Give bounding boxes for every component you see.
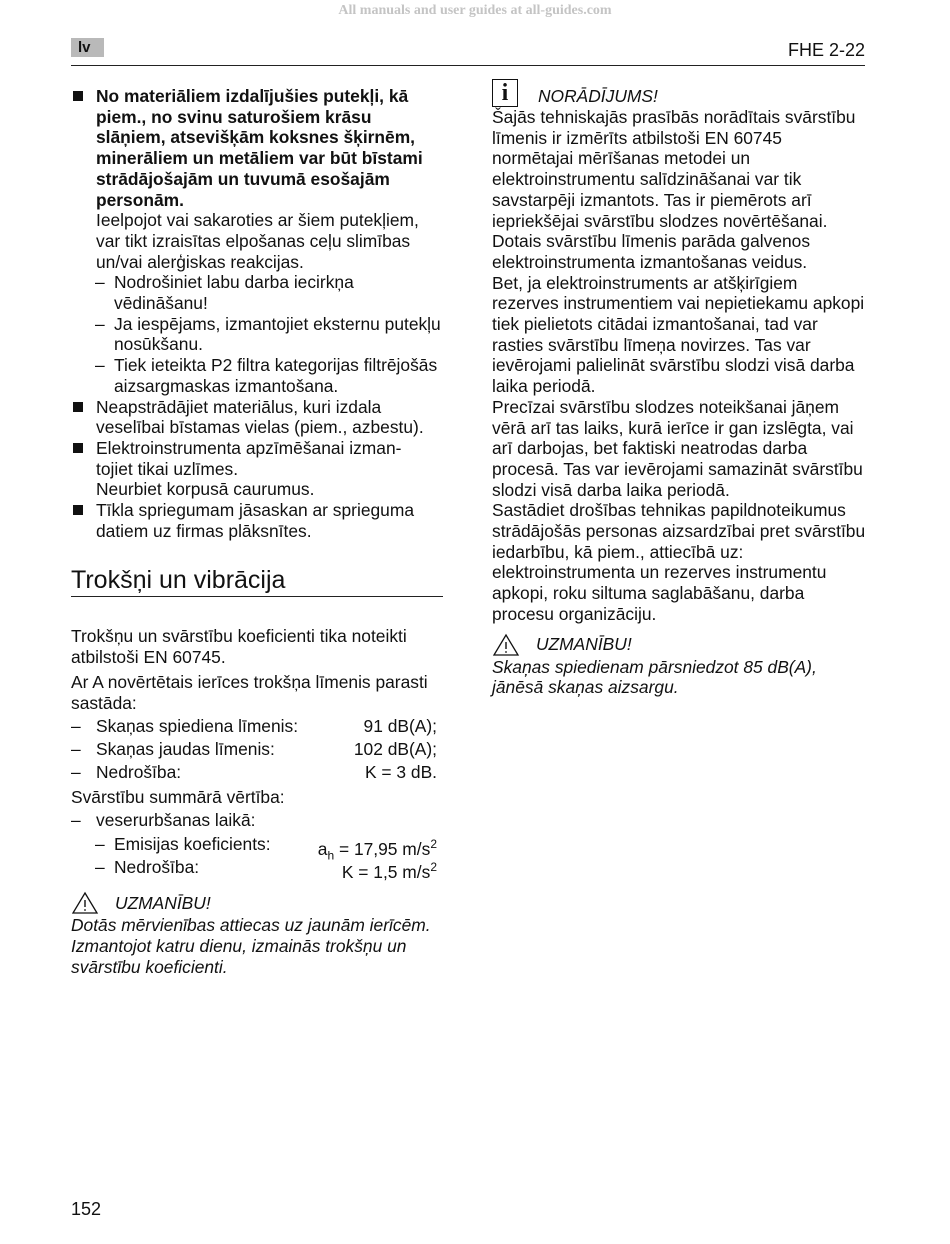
noise-row bbox=[71, 716, 443, 737]
caution-label: UZMANĪBU! bbox=[536, 634, 632, 655]
noise-value: 91 dB(A); bbox=[363, 716, 437, 737]
bullet-item bbox=[71, 438, 443, 500]
bullet-text: tojiet tikai uzlīmes. bbox=[96, 458, 239, 479]
model-title: FHE 2-22 bbox=[787, 40, 865, 60]
vibration-title: Svārstību summārā vērtība: bbox=[71, 787, 285, 808]
noise-row bbox=[71, 762, 443, 783]
dust-dash-item: – Tiek ieteikta P2 filtra kategorijas filtrējošās aizsargmaskas izmantošana. bbox=[71, 355, 443, 396]
header-rule bbox=[71, 65, 865, 66]
caution-box bbox=[71, 891, 443, 915]
caution-text: Dotās mērvienības attiecas uz jaunām ierīcēm. Izmantojot katru dienu, izmainās trokšņu un svārstību koeficienti. bbox=[71, 915, 431, 977]
noise-intro: Trokšņu un svārstību koeficienti tika noteikti atbilstoši EN 60745. bbox=[71, 626, 407, 668]
warning-triangle-icon bbox=[71, 891, 99, 915]
caution-label: UZMANĪBU! bbox=[115, 892, 211, 913]
uncertainty-value: K = 1,5 $m/s^2$ bbox=[341, 859, 437, 882]
noise-row bbox=[71, 739, 443, 760]
dust-warning-bullet bbox=[71, 86, 443, 272]
emission-value: $a_h = 17,95$ $m/s^2$ bbox=[317, 836, 437, 863]
dust-dash-item: – Ja iespējams, izmantojiet eksternu putekļu nosūkšanu. bbox=[71, 314, 443, 355]
info-icon: i bbox=[492, 79, 518, 107]
emission-label: Emisijas koeficients: bbox=[114, 833, 271, 854]
noise-label: Skaņas jaudas līmenis: bbox=[96, 738, 275, 759]
page-number: 152 bbox=[71, 1199, 102, 1219]
dust-warning-bold: No materiāliem izdalījušies putekļi, kā piem., no svinu saturošiem krāsu slāņiem, atsevišķām koksnes šķirnēm, minerāliem un metāliem var būt bīstami strādājošajām un tuvumā esošajām personām. bbox=[96, 86, 423, 210]
caution-box bbox=[492, 633, 867, 657]
note-paragraph: Sastādiet drošības tehnikas papildnoteikumus strādājošās personas aizsardzībai pret svārstību iedarbību, kā piem., attiecībā uz: elektroinstrumenta un rezerves instrumentu apkopi, roku siltuma saglabāšanu, darba procesu organizāciju. bbox=[492, 500, 866, 624]
bullet-extra-text: Neurbiet korpusā caurumus. bbox=[96, 479, 315, 500]
watermark: All manuals and user guides at all-guides.com bbox=[338, 3, 612, 18]
note-paragraph: Šajās tehniskajās prasībās norādītais svārstību līmenis ir izmērīts atbilstoši EN 60745 normētajai mērīšanas metodei un elektroinstrumentu salīdzināšanai var tik savstarpēji izmantots. Tas ir piemērots arī iepriekšējai svārstību slodzes novērtēšanai. bbox=[492, 107, 856, 231]
note-paragraph: Bet, ja elektroinstruments ar atšķirīgiem rezerves instrumentiem vai nepietiekamu apkopi tiek pielietots citādai izmantošanai, tad var rasties svārstību līmeņa novirzes. Tas var ievērojami palielināt svārstību slodzi visā darba laika periodā. bbox=[492, 272, 865, 397]
noise-label: Skaņas spiediena līmenis: bbox=[96, 716, 299, 737]
vibration-row bbox=[71, 833, 443, 863]
uncertainty-label: Nedrošība: bbox=[114, 856, 200, 877]
language-badge: lv bbox=[71, 38, 104, 57]
note-box bbox=[492, 79, 867, 107]
bullet-item: Neapstrādājiet materiālus, kuri izdala veselībai bīstamas vielas (piem., azbestu). bbox=[71, 397, 443, 438]
dust-warning-text: Ieelpojot vai sakaroties ar šiem putekļiem, var tikt izraisītas elpošanas ceļu slimības un/vai alerģiskas reakcijas. bbox=[96, 210, 419, 272]
noise-value: K = 3 dB. bbox=[364, 761, 437, 782]
right-column bbox=[492, 79, 867, 698]
dust-dash-item: – Nodrošiniet labu darba iecirkņa vēdināšanu! bbox=[71, 272, 443, 313]
note-label: NORĀDĪJUMS! bbox=[538, 86, 658, 107]
bullet-text: Elektroinstrumenta apzīmēšanai izman- bbox=[96, 437, 402, 458]
vibration-row bbox=[71, 856, 443, 882]
note-paragraph: Dotais svārstību līmenis parāda galvenos elektroinstrumenta izmantošanas veidus. bbox=[492, 231, 811, 272]
vibration-mode: – veserurbšanas laikā: bbox=[71, 810, 443, 831]
warning-triangle-icon bbox=[492, 633, 520, 657]
bullet-item: Tīkla spriegumam jāsaskan ar sprieguma datiem uz firmas plāksnītes. bbox=[71, 500, 443, 541]
noise-value: 102 dB(A); bbox=[353, 738, 437, 759]
caution-text: Skaņas spiedienam pārsniedzot 85 dB(A), jānēsā skaņas aizsargu. bbox=[492, 656, 817, 698]
section-heading: Trokšņi un vibrācija bbox=[71, 565, 443, 597]
note-paragraph: Precīzai svārstību slodzes noteikšanai jāņem vērā arī tas laiks, kurā ierīce ir gan izslēgta, vai arī darbojas, bet faktiski neatrodas darba procesā. Tas var ievērojami samazināt svārstību slodzi visā darba laika periodā. bbox=[492, 396, 863, 500]
noise-label: Nedrošība: bbox=[96, 761, 182, 782]
left-column bbox=[71, 86, 443, 977]
noise-level-intro: Ar A novērtētais ierīces trokšņa līmenis parasti sastāda: bbox=[71, 671, 428, 713]
